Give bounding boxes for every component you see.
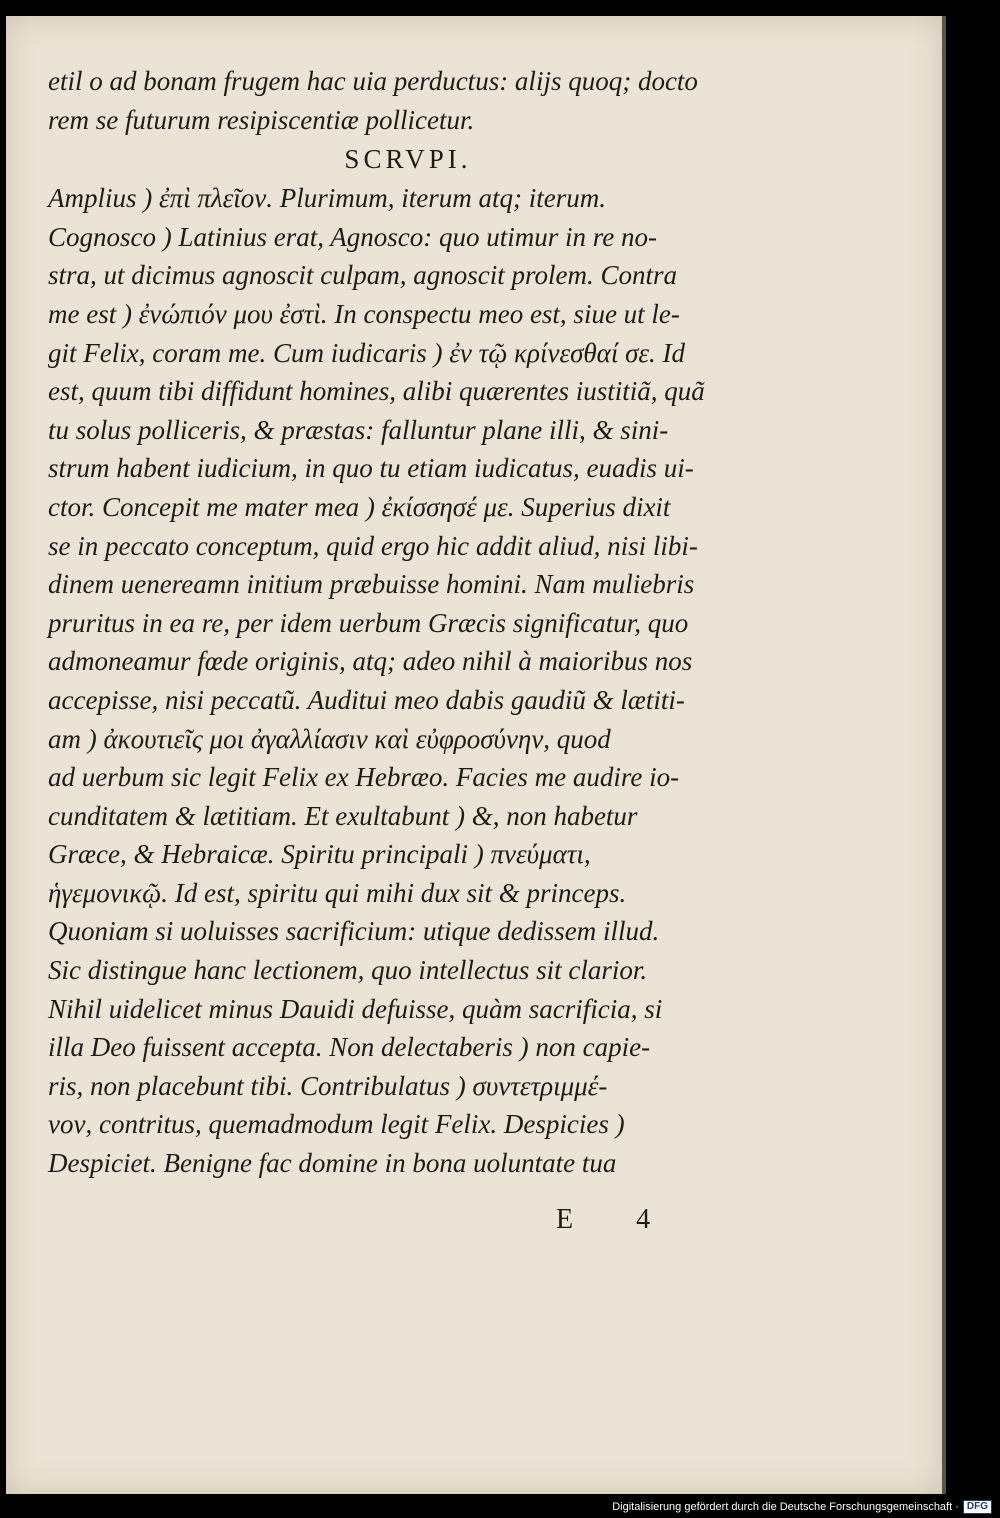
text-line: admoneamur fœde originis, atq; adeo nihil à maioribus nos [48, 646, 693, 677]
text-line: Quoniam si uoluisses sacrificium: utique dedissem illud. [48, 916, 660, 947]
text-line: stra, ut dicimus agnoscit culpam, agnoscit prolem. Contra [48, 260, 677, 291]
text-line: se in peccato conceptum, quid ergo hic addit aliud, nisi libi- [48, 530, 698, 561]
text-line: Sic distingue hanc lectionem, quo intellectus sit clarior. [48, 955, 648, 986]
text-line: pruritus in ea re, per idem uerbum Græcis significatur, quo [48, 607, 689, 638]
text-line: Cognosco ) Latinius erat, Agnosco: quo utimur in re no- [48, 221, 657, 252]
dfg-logo: DFG [963, 1500, 992, 1514]
text-line: am ) ἀκουτιεῖς μοι ἀγαλλίασιν καὶ εὐφροσύνην, quod [48, 723, 611, 754]
text-line: Amplius ) ἐπὶ πλεῖον. Plurimum, iterum atq; iterum. [48, 183, 606, 214]
text-line: ἡγεμονικῷ. Id est, spiritu qui mihi dux sit & princeps. [48, 877, 627, 908]
footer [612, 1500, 992, 1514]
text-line: Despiciet. Benigne fac domine in bona uoluntate tua [48, 1148, 617, 1179]
page-edge [942, 16, 946, 1494]
text-line: Nihil uidelicet minus Dauidi defuisse, quàm sacrificia, si [48, 993, 663, 1024]
signature-mark: E 4 [556, 1204, 679, 1235]
text-line: accepisse, nisi peccatũ. Auditui meo dabis gaudiũ & lætiti- [48, 684, 685, 715]
text-line: ris, non placebunt tibi. Contribulatus ) συντετριμμέ- [48, 1070, 608, 1101]
text-line: dinem uenereamn initium præbuisse homini. Nam muliebris [48, 569, 695, 600]
text-line: strum habent iudicium, in quo tu etiam iudicatus, euadis ui- [48, 453, 694, 484]
text-line: νον, contritus, quemadmodum legit Felix. Despicies ) [48, 1109, 625, 1140]
text-line: est, quum tibi diffidunt homines, alibi quærentes iustitiã, quã [48, 376, 705, 407]
text-line: ctor. Concepit me mater mea ) ἐκίσσησέ με. Superius dixit [48, 491, 671, 522]
section-heading: SCRVPI. [344, 144, 472, 175]
text-line: cunditatem & lætitiam. Et exultabunt ) &, non habetur [48, 800, 638, 831]
body-lines [48, 179, 738, 1182]
text-line: git Felix, coram me. Cum iudicaris ) ἐν τῷ κρίνεσθαί σε. Id [48, 337, 686, 368]
text-line: rem se futurum resipiscentiæ pollicetur. [48, 104, 475, 135]
text-line: Græce, & Hebraicæ. Spiritu principali ) πνεύματι, [48, 839, 591, 870]
text-line: etil o ad bonam frugem hac uia perductus: alijs quoq; docto [48, 66, 698, 96]
page-text [48, 62, 738, 1183]
footer-text: Digitalisierung gefördert durch die Deutsche Forschungsgemeinschaft · [612, 1501, 959, 1513]
text-line: me est ) ἐνώπιόν μου ἐστὶ. In conspectu meo est, siue ut le- [48, 298, 680, 329]
text-line: tu solus polliceris, & præstas: falluntur plane illi, & sini- [48, 414, 669, 445]
text-line: ad uerbum sic legit Felix ex Hebræo. Facies me audire io- [48, 762, 680, 793]
text-line: illa Deo fuissent accepta. Non delectaberis ) non capie- [48, 1032, 651, 1063]
